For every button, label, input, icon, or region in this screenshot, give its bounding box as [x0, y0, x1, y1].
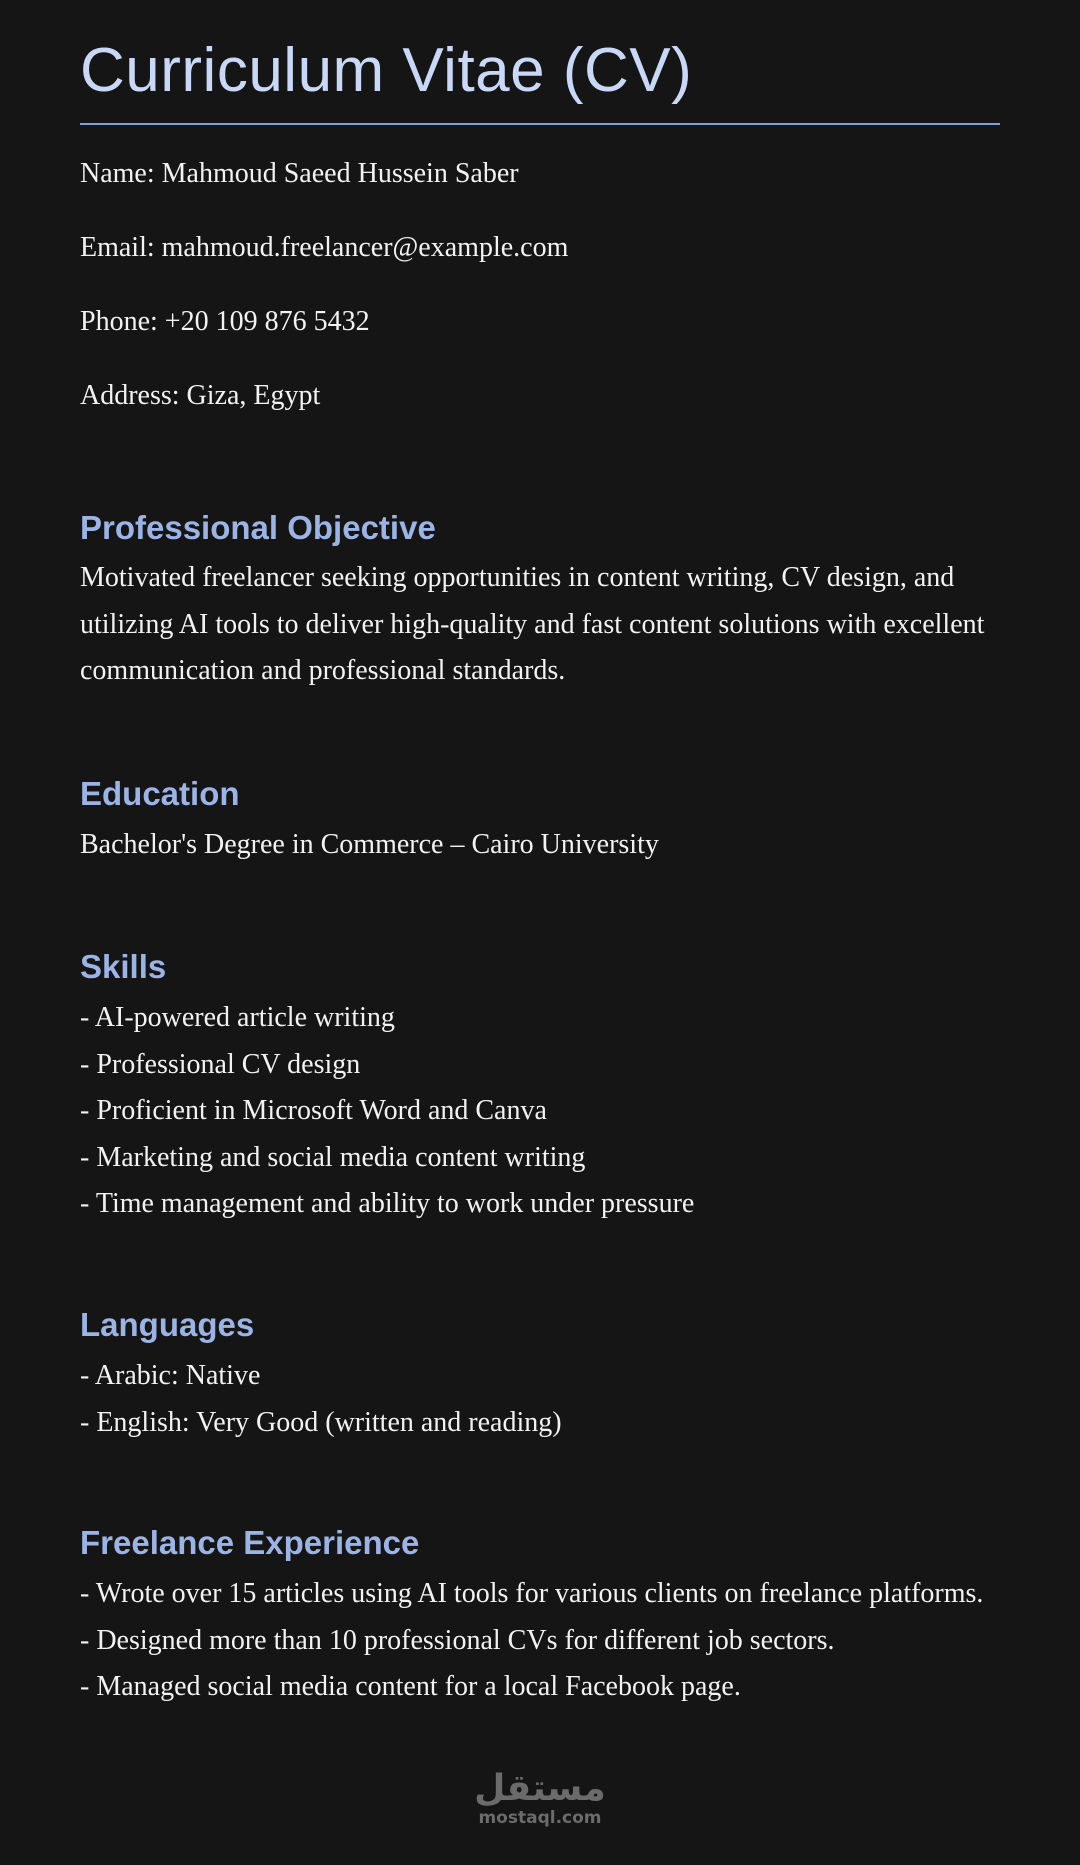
languages-list	[80, 1353, 1000, 1446]
contact-info	[80, 156, 1000, 414]
contact-name: Name: Mahmoud Saeed Hussein Saber	[80, 158, 519, 189]
contact-address: Address: Giza, Egypt	[80, 380, 321, 411]
watermark-arabic-text: مستقل	[474, 1768, 606, 1809]
education-text: Bachelor's Degree in Commerce – Cairo University	[80, 829, 659, 860]
section-heading: Skills	[80, 948, 167, 985]
section-heading: Education	[80, 775, 240, 812]
section-heading: Professional Objective	[80, 509, 436, 546]
list-item: - Marketing and social media content writing	[80, 1141, 586, 1173]
mostaql-watermark-logo	[474, 1770, 606, 1828]
list-item: - English: Very Good (written and reading)	[80, 1406, 562, 1438]
contact-phone: Phone: +20 109 876 5432	[80, 306, 370, 337]
section-education	[80, 772, 1000, 869]
list-item: - Wrote over 15 articles using AI tools for various clients on freelance platforms.	[80, 1578, 984, 1609]
list-item: - AI-powered article writing	[80, 1002, 395, 1033]
cv-document	[80, 0, 1000, 1702]
objective-text: Motivated freelancer seeking opportunities in content writing, CV design, and utilizing AI tools to deliver high-quality and fast content solutions with excellent communication and professional standards.	[80, 562, 985, 686]
section-experience	[80, 1521, 1000, 1711]
section-objective	[80, 506, 1000, 695]
contact-email: Email: mahmoud.freelancer@example.com	[80, 232, 569, 263]
section-languages	[80, 1303, 1000, 1446]
experience-list	[80, 1571, 1000, 1711]
list-item: - Managed social media content for a local Facebook page.	[80, 1671, 741, 1702]
section-heading: Languages	[80, 1306, 255, 1343]
list-item: - Time management and ability to work under pressure	[80, 1188, 695, 1219]
skills-list	[80, 995, 1000, 1228]
list-item: - Designed more than 10 professional CVs for different job sectors.	[80, 1624, 835, 1656]
page-title: Curriculum Vitae (CV)	[80, 36, 693, 105]
list-item: - Arabic: Native	[80, 1360, 261, 1391]
list-item: - Professional CV design	[80, 1048, 361, 1080]
section-skills	[80, 945, 1000, 1228]
watermark-latin-text: mostaql.com	[478, 1808, 602, 1828]
list-item: - Proficient in Microsoft Word and Canva	[80, 1095, 547, 1126]
section-heading: Freelance Experience	[80, 1524, 420, 1561]
title-divider	[80, 123, 1000, 125]
